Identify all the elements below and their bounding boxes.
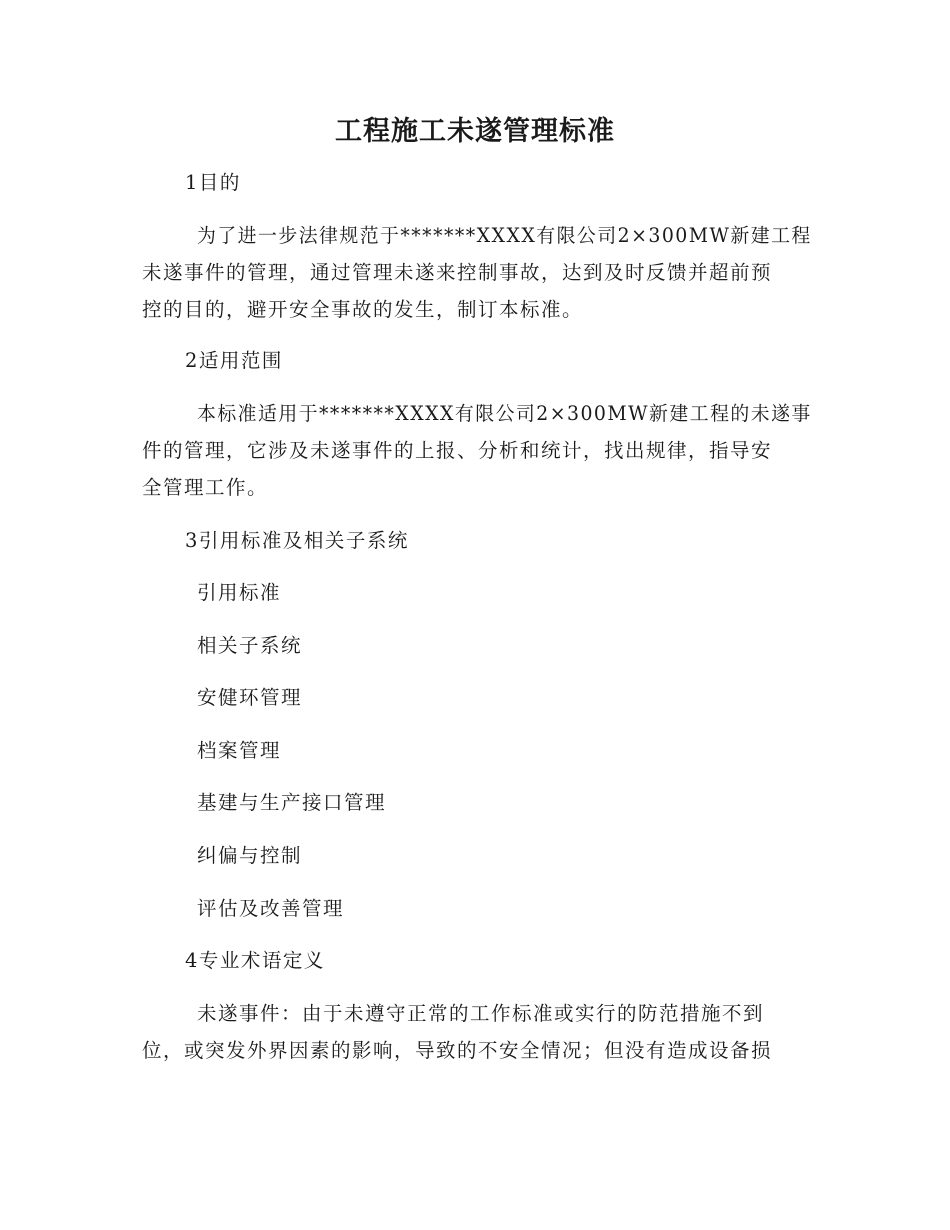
paragraph-line: 未遂事件的管理，通过管理未遂来控制事故，达到及时反馈并超前预 [142,261,773,284]
list-item: 相关子系统 [197,634,303,657]
list-item: 纠偏与控制 [197,844,303,867]
list-item: 安健环管理 [197,686,303,709]
paragraph-line: 全管理工作。 [142,476,269,499]
paragraph-line: 位，或突发外界因素的影响，导致的不安全情况；但没有造成设备损 [142,1039,773,1062]
paragraph-line: 件的管理，它涉及未遂事件的上报、分析和统计，找出规律，指导安 [142,439,773,462]
paragraph-line: 为了进一步法律规范于*******XXXX有限公司2×300MW新建工程 [197,224,812,247]
document-title: 工程施工未遂管理标准 [335,116,615,147]
section-heading-scope: 2适用范围 [185,349,283,372]
list-item: 档案管理 [197,739,282,762]
paragraph-line: 本标准适用于*******XXXX有限公司2×300MW新建工程的未遂事 [197,402,812,425]
paragraph-line: 控的目的，避开安全事故的发生，制订本标准。 [142,298,584,321]
section-heading-purpose: 1目的 [185,171,241,194]
list-item: 引用标准 [197,581,282,604]
section-heading-references: 3引用标准及相关子系统 [185,529,409,552]
section-heading-definitions: 4专业术语定义 [185,949,325,972]
list-item: 评估及改善管理 [197,897,345,920]
paragraph-line: 未遂事件：由于未遵守正常的工作标准或实行的防范措施不到 [197,1002,765,1025]
list-item: 基建与生产接口管理 [197,791,387,814]
